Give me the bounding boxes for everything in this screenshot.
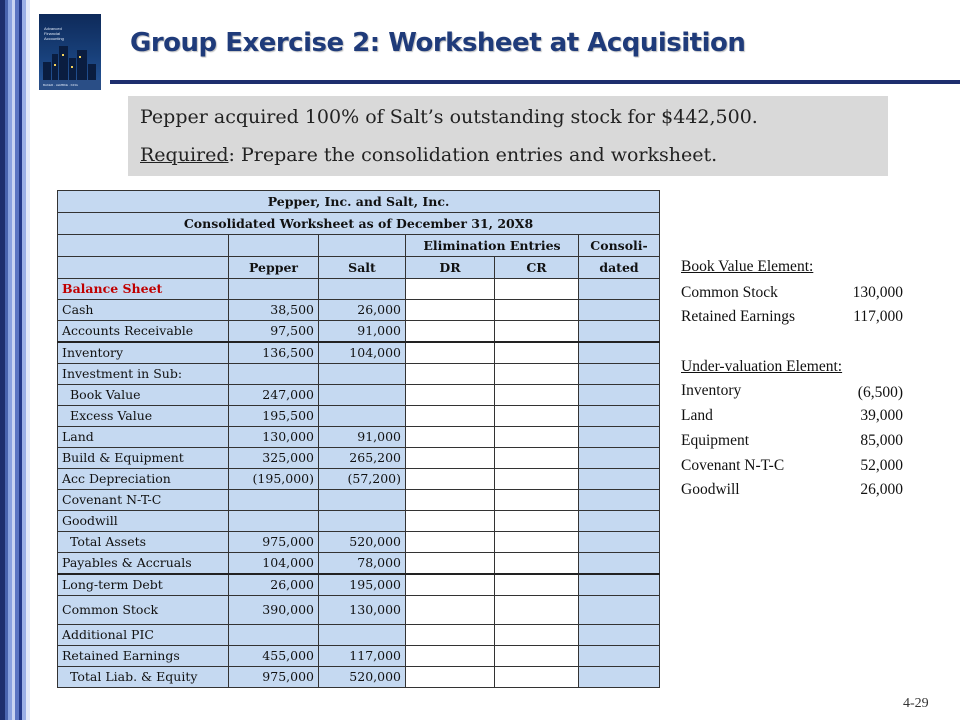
calc-value: 52,000 — [860, 457, 903, 474]
header-consolidated-top: Consoli- — [579, 235, 660, 257]
consolidated-cell — [579, 667, 660, 688]
table-row — [58, 448, 660, 469]
consolidated-cell — [579, 596, 660, 625]
table-row — [58, 427, 660, 448]
dr-cell — [406, 321, 495, 343]
table-row — [58, 532, 660, 553]
consolidated-cell — [579, 321, 660, 343]
row-label: Common Stock — [58, 596, 229, 625]
row-label: Goodwill — [58, 511, 229, 532]
dr-cell — [406, 385, 495, 406]
table-row — [58, 385, 660, 406]
calc-label: Goodwill — [681, 481, 740, 498]
pepper-value: 136,500 — [229, 342, 319, 364]
salt-value: 26,000 — [319, 300, 406, 321]
pepper-value: 195,500 — [229, 406, 319, 427]
pepper-value — [229, 625, 319, 646]
header-cr: CR — [495, 257, 579, 279]
cr-cell — [495, 667, 579, 688]
salt-value: 195,000 — [319, 574, 406, 596]
pepper-value — [229, 511, 319, 532]
header-pepper: Pepper — [229, 257, 319, 279]
salt-value — [319, 625, 406, 646]
worksheet-title-line-2: Consolidated Worksheet as of December 31, 20X8 — [58, 213, 660, 235]
section-balance-sheet: Balance Sheet — [58, 279, 229, 300]
intro-box — [128, 96, 888, 176]
pepper-value: 97,500 — [229, 321, 319, 343]
cr-cell — [495, 364, 579, 385]
header-salt: Salt — [319, 257, 406, 279]
cr-cell — [495, 574, 579, 596]
dr-cell — [406, 574, 495, 596]
slide-title: Group Exercise 2: Worksheet at Acquisition — [130, 28, 746, 58]
calc-label: Retained Earnings — [681, 308, 796, 325]
dr-cell — [406, 364, 495, 385]
pepper-value: 104,000 — [229, 553, 319, 575]
header-dr: DR — [406, 257, 495, 279]
table-row — [58, 625, 660, 646]
consolidated-cell — [579, 300, 660, 321]
row-label: Retained Earnings — [58, 646, 229, 667]
pepper-value: 130,000 — [229, 427, 319, 448]
consolidated-cell — [579, 625, 660, 646]
dr-cell — [406, 532, 495, 553]
row-label: Build & Equipment — [58, 448, 229, 469]
row-label: Covenant N-T-C — [58, 490, 229, 511]
consolidated-cell — [579, 490, 660, 511]
table-row — [58, 646, 660, 667]
cr-cell — [495, 427, 579, 448]
table-row — [58, 342, 660, 364]
consolidated-cell — [579, 406, 660, 427]
cr-cell — [495, 469, 579, 490]
cr-cell — [495, 646, 579, 667]
pepper-value: 975,000 — [229, 667, 319, 688]
row-label: Long-term Debt — [58, 574, 229, 596]
consolidated-cell — [579, 553, 660, 575]
calc-label: Land — [681, 407, 713, 424]
pepper-value — [229, 364, 319, 385]
salt-value: 130,000 — [319, 596, 406, 625]
calc-label: Covenant N-T-C — [681, 457, 785, 474]
pepper-value: 247,000 — [229, 385, 319, 406]
book-cover-logo: Advanced Financial Accounting BAKER · LEMBKE · KING — [39, 14, 101, 90]
dr-cell — [406, 646, 495, 667]
required-text: : Prepare the consolidation entries and worksheet. — [228, 144, 718, 166]
calc-label: Inventory — [681, 382, 742, 399]
dr-cell — [406, 448, 495, 469]
consolidated-cell — [579, 646, 660, 667]
consolidated-cell — [579, 385, 660, 406]
header-consolidated-bottom: dated — [579, 257, 660, 279]
table-row — [58, 406, 660, 427]
table-row — [58, 490, 660, 511]
cr-cell — [495, 553, 579, 575]
dr-cell — [406, 469, 495, 490]
cr-cell — [495, 448, 579, 469]
consolidated-cell — [579, 448, 660, 469]
consolidated-cell — [579, 364, 660, 385]
calc-value: 130,000 — [852, 284, 903, 301]
page-number: 4-29 — [903, 696, 929, 711]
salt-value — [319, 406, 406, 427]
salt-value: 104,000 — [319, 342, 406, 364]
pepper-value: 325,000 — [229, 448, 319, 469]
row-label: Acc Depreciation — [58, 469, 229, 490]
consolidated-cell — [579, 427, 660, 448]
dr-cell — [406, 625, 495, 646]
table-row — [58, 364, 660, 385]
table-row — [58, 321, 660, 343]
dr-cell — [406, 553, 495, 575]
table-row — [58, 574, 660, 596]
row-label: Investment in Sub: — [58, 364, 229, 385]
salt-value — [319, 385, 406, 406]
header-elimination-entries: Elimination Entries — [406, 235, 579, 257]
salt-value: 520,000 — [319, 532, 406, 553]
cr-cell — [495, 321, 579, 343]
pepper-value: 26,000 — [229, 574, 319, 596]
left-stripes — [0, 0, 30, 720]
consolidated-cell — [579, 342, 660, 364]
salt-value: 78,000 — [319, 553, 406, 575]
table-row — [58, 300, 660, 321]
salt-value: 520,000 — [319, 667, 406, 688]
table-row — [58, 667, 660, 688]
row-label: Inventory — [58, 342, 229, 364]
row-label: Book Value — [58, 385, 229, 406]
row-label: Total Liab. & Equity — [58, 667, 229, 688]
row-label: Land — [58, 427, 229, 448]
salt-value: 265,200 — [319, 448, 406, 469]
pepper-value — [229, 490, 319, 511]
pepper-value: 38,500 — [229, 300, 319, 321]
worksheet-title-line-1: Pepper, Inc. and Salt, Inc. — [58, 191, 660, 213]
consolidated-worksheet — [57, 190, 660, 688]
dr-cell — [406, 300, 495, 321]
calc-value: 117,000 — [853, 308, 903, 325]
dr-cell — [406, 596, 495, 625]
intro-line-2 — [140, 144, 717, 166]
table-row — [58, 596, 660, 625]
dr-cell — [406, 490, 495, 511]
cr-cell — [495, 300, 579, 321]
cr-cell — [495, 342, 579, 364]
pepper-value: 390,000 — [229, 596, 319, 625]
calc-value: 85,000 — [860, 432, 903, 449]
cr-cell — [495, 490, 579, 511]
dr-cell — [406, 342, 495, 364]
row-label: Accounts Receivable — [58, 321, 229, 343]
dr-cell — [406, 427, 495, 448]
salt-value: 117,000 — [319, 646, 406, 667]
dr-cell — [406, 511, 495, 532]
cr-cell — [495, 406, 579, 427]
salt-value — [319, 490, 406, 511]
dr-cell — [406, 406, 495, 427]
cr-cell — [495, 532, 579, 553]
table-row — [58, 511, 660, 532]
salt-value — [319, 511, 406, 532]
table-row — [58, 553, 660, 575]
required-label: Required — [140, 144, 229, 166]
calc-label: Common Stock — [681, 284, 778, 301]
cr-cell — [495, 385, 579, 406]
calc-label: Equipment — [681, 432, 750, 449]
salt-value: 91,000 — [319, 427, 406, 448]
consolidated-cell — [579, 469, 660, 490]
row-label: Cash — [58, 300, 229, 321]
pepper-value: 975,000 — [229, 532, 319, 553]
row-label: Payables & Accruals — [58, 553, 229, 575]
calc-value: 26,000 — [860, 481, 903, 498]
cr-cell — [495, 596, 579, 625]
cr-cell — [495, 625, 579, 646]
consolidated-cell — [579, 532, 660, 553]
salt-value — [319, 364, 406, 385]
consolidated-cell — [579, 511, 660, 532]
intro-line-1: Pepper acquired 100% of Salt’s outstanding stock for $442,500. — [140, 106, 758, 128]
dr-cell — [406, 667, 495, 688]
title-underline — [110, 80, 960, 84]
book-value-heading: Book Value Element: — [681, 258, 814, 275]
pepper-value: (195,000) — [229, 469, 319, 490]
row-label: Total Assets — [58, 532, 229, 553]
salt-value: (57,200) — [319, 469, 406, 490]
consolidated-cell — [579, 574, 660, 596]
row-label: Additional PIC — [58, 625, 229, 646]
table-row — [58, 469, 660, 490]
row-label: Excess Value — [58, 406, 229, 427]
calc-value: (6,500) — [857, 384, 903, 401]
undervaluation-heading: Under-valuation Element: — [681, 358, 843, 375]
salt-value: 91,000 — [319, 321, 406, 343]
cr-cell — [495, 511, 579, 532]
pepper-value: 455,000 — [229, 646, 319, 667]
calc-value: 39,000 — [860, 407, 903, 424]
